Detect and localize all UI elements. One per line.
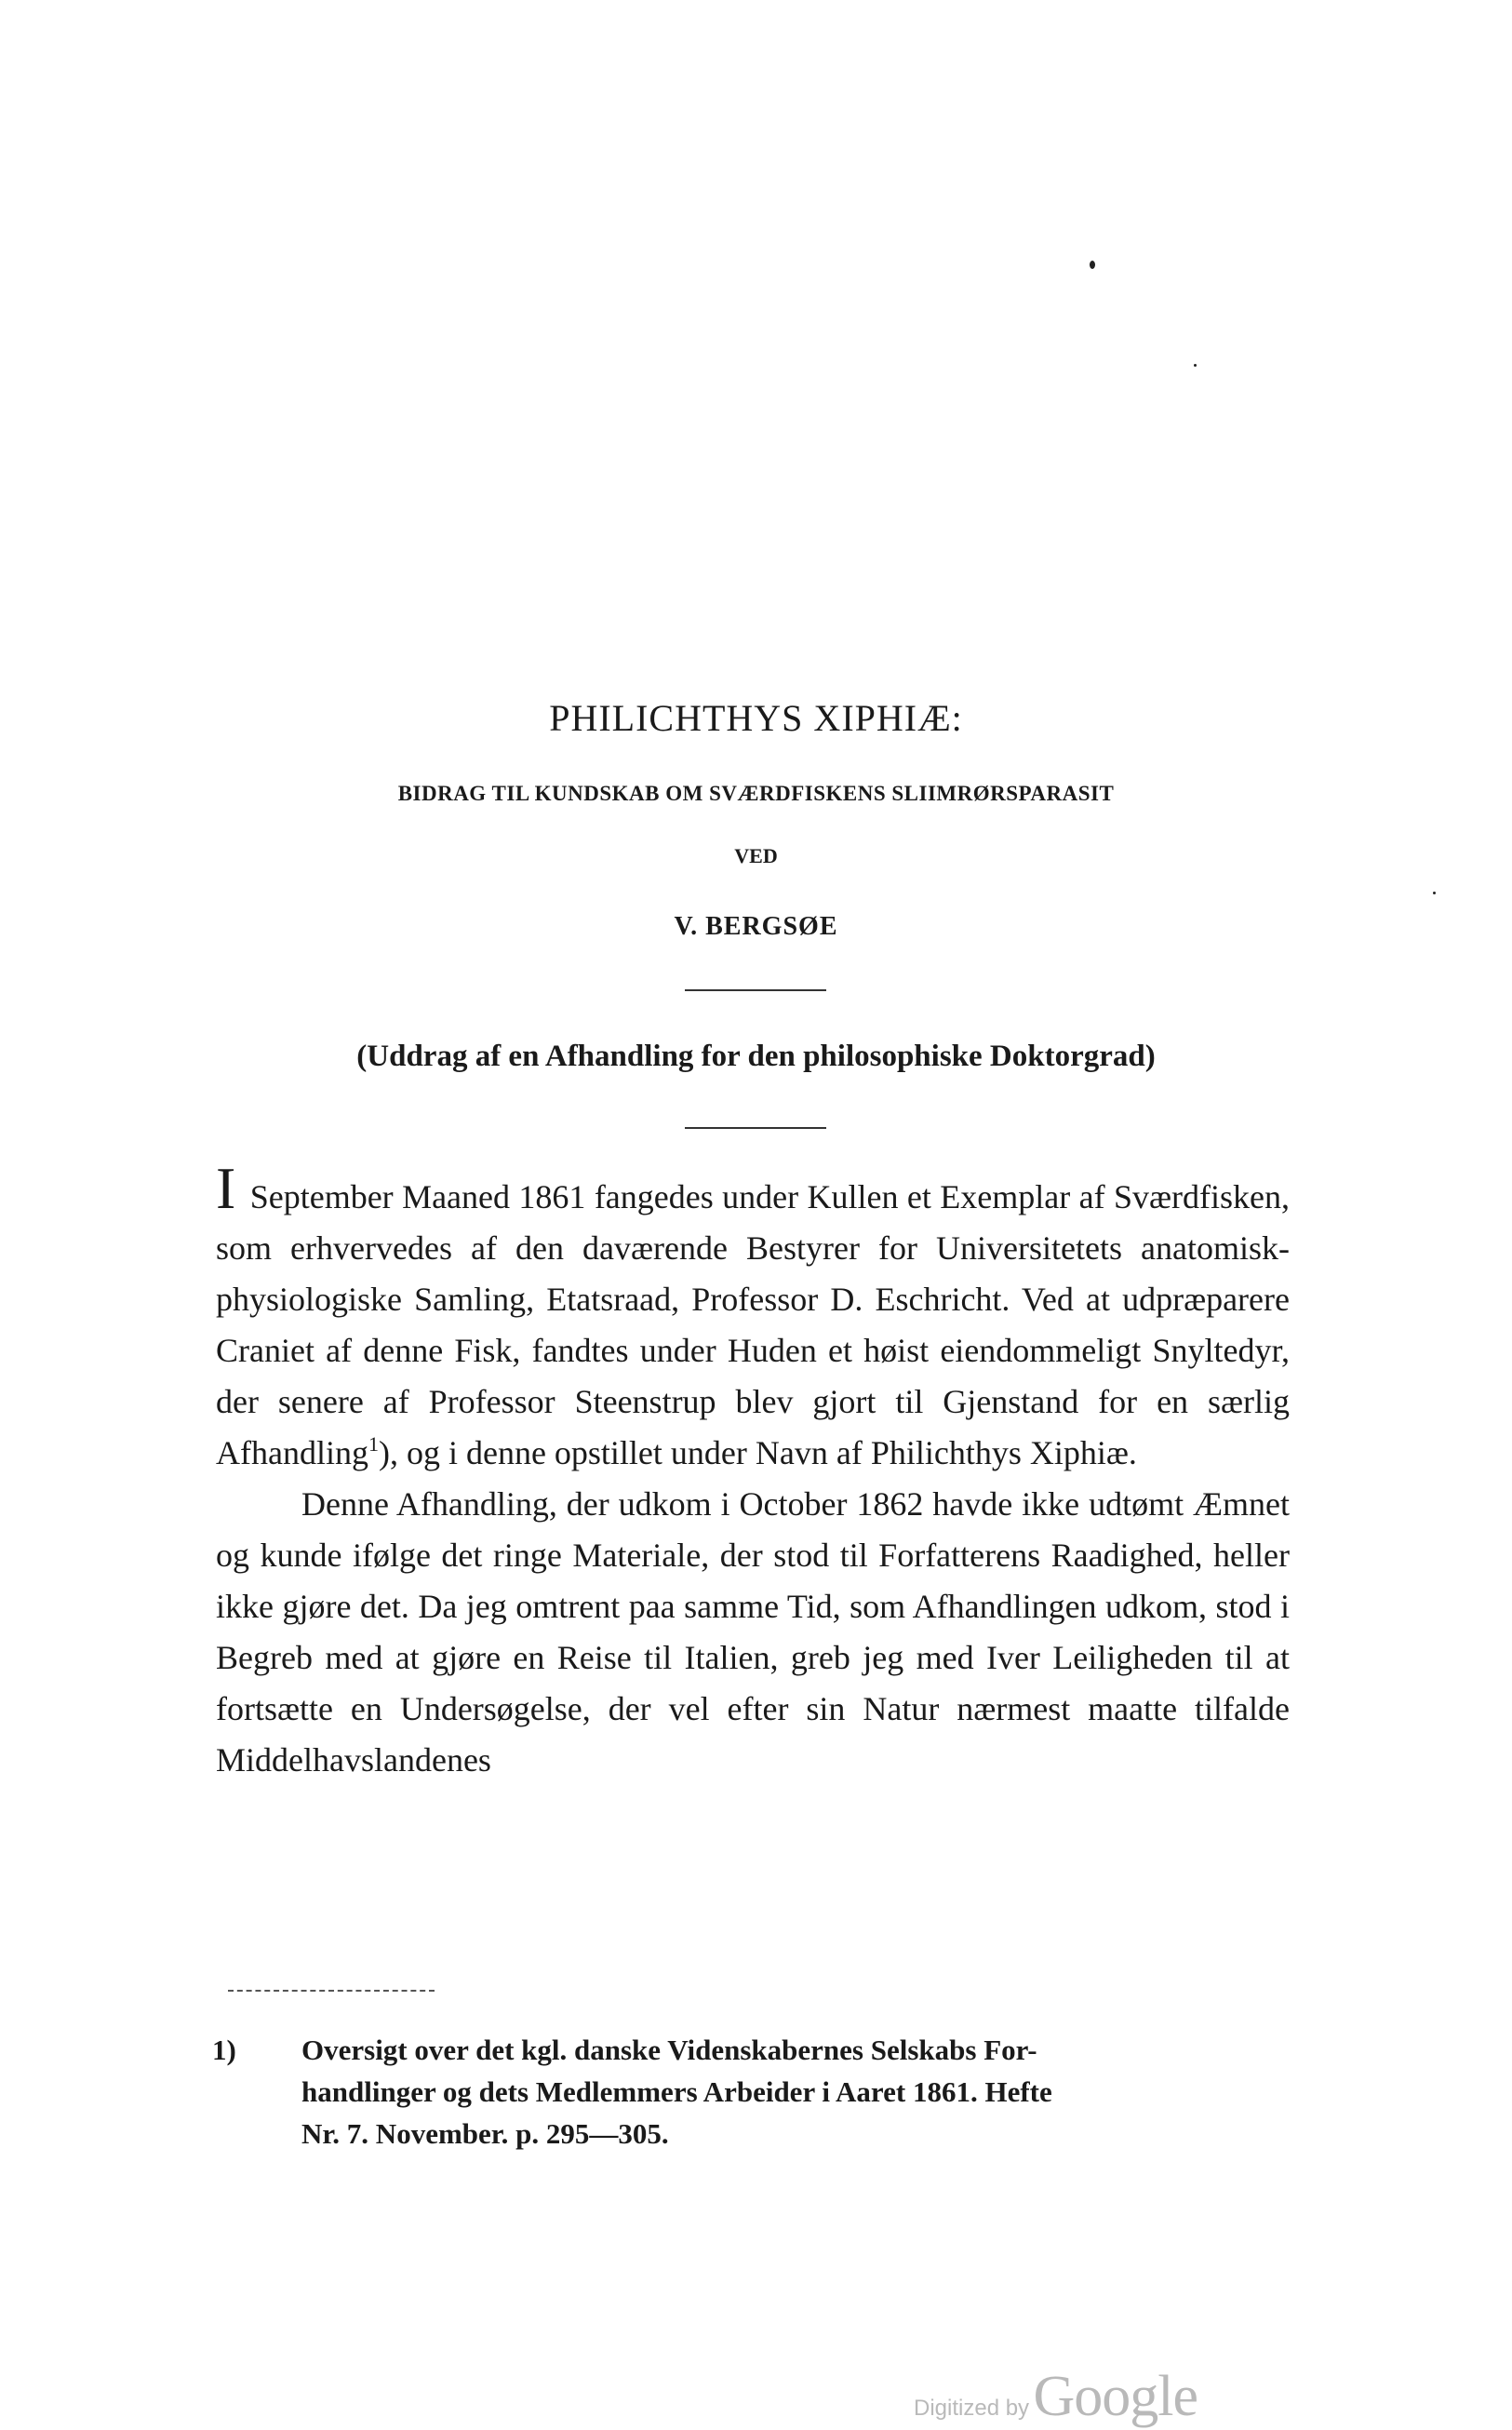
paragraph-1 xyxy=(216,1155,1290,1479)
by-line: VED xyxy=(734,844,778,867)
divider-rule xyxy=(685,1127,826,1129)
footnote xyxy=(212,2029,1290,2155)
footnote-line: handlinger og dets Medlemmers Arbeider i Aaret 1861. Hefte xyxy=(301,2075,1052,2108)
extract-note: (Uddrag af en Afhandling for den philosophiske Doktorgrad) xyxy=(356,1040,1156,1073)
body-text xyxy=(216,1155,1290,1786)
paragraph-text: September Maaned 1861 fangedes under Kullen et Exemplar af Sværdfisken, som erhvervedes af den daværende Bestyrer for Universitetets anatomisk-physiologiske Samling, Etatsraad, Professor D. Eschricht. Ved at udpræparere Craniet af denne Fisk, fandtes under Huden et høist eiendommeligt Snyltedyr, der senere af Professor Steenstrup blev gjort til Gjenstand for en særlig Afhandling xyxy=(216,1178,1290,1471)
scan-speck xyxy=(1090,261,1095,269)
footnote-marker: 1) xyxy=(212,2034,236,2066)
footnote-reference: 1 xyxy=(368,1432,379,1456)
page-title: PHILICHTHYS XIPHIÆ: xyxy=(549,697,963,739)
footnote-line: Nr. 7. November. p. 295—305. xyxy=(301,2117,669,2150)
footnote-divider xyxy=(228,1990,435,1992)
paragraph-text-continued: ), og i denne opstillet under Navn af Philichthys Xiphiæ. xyxy=(378,1434,1137,1471)
drop-cap: I xyxy=(216,1155,236,1221)
scan-speck xyxy=(1194,364,1197,367)
footnote-line: Oversigt over det kgl. danske Videnskabernes Selskabs For- xyxy=(301,2034,1037,2066)
digitized-watermark xyxy=(914,2364,1198,2430)
divider-rule xyxy=(685,989,826,991)
google-logo: Google xyxy=(1033,2365,1198,2428)
author-name: V. BERGSØE xyxy=(674,912,838,941)
paragraph-text: Denne Afhandling, der udkom i October 1862 havde ikke udtømt Æmnet og kunde ifølge det ringe Materiale, der stod til Forfatterens Raadighed, heller ikke gjøre det. Da jeg omtrent paa samme Tid, som Afhandlingen udkom, stod i Begreb med at gjøre en Reise til Italien, greb jeg med Iver Leiligheden til at fortsætte en Undersøgelse, der vel efter sin Natur nærmest maatte tilfalde Middelhavslandenes xyxy=(216,1485,1290,1779)
scan-speck xyxy=(1433,892,1436,894)
paragraph-2 xyxy=(216,1479,1290,1786)
watermark-prefix: Digitized by xyxy=(914,2396,1030,2421)
subtitle: BIDRAG TIL KUNDSKAB OM SVÆRDFISKENS SLIIMRØRSPARASIT xyxy=(397,782,1115,805)
